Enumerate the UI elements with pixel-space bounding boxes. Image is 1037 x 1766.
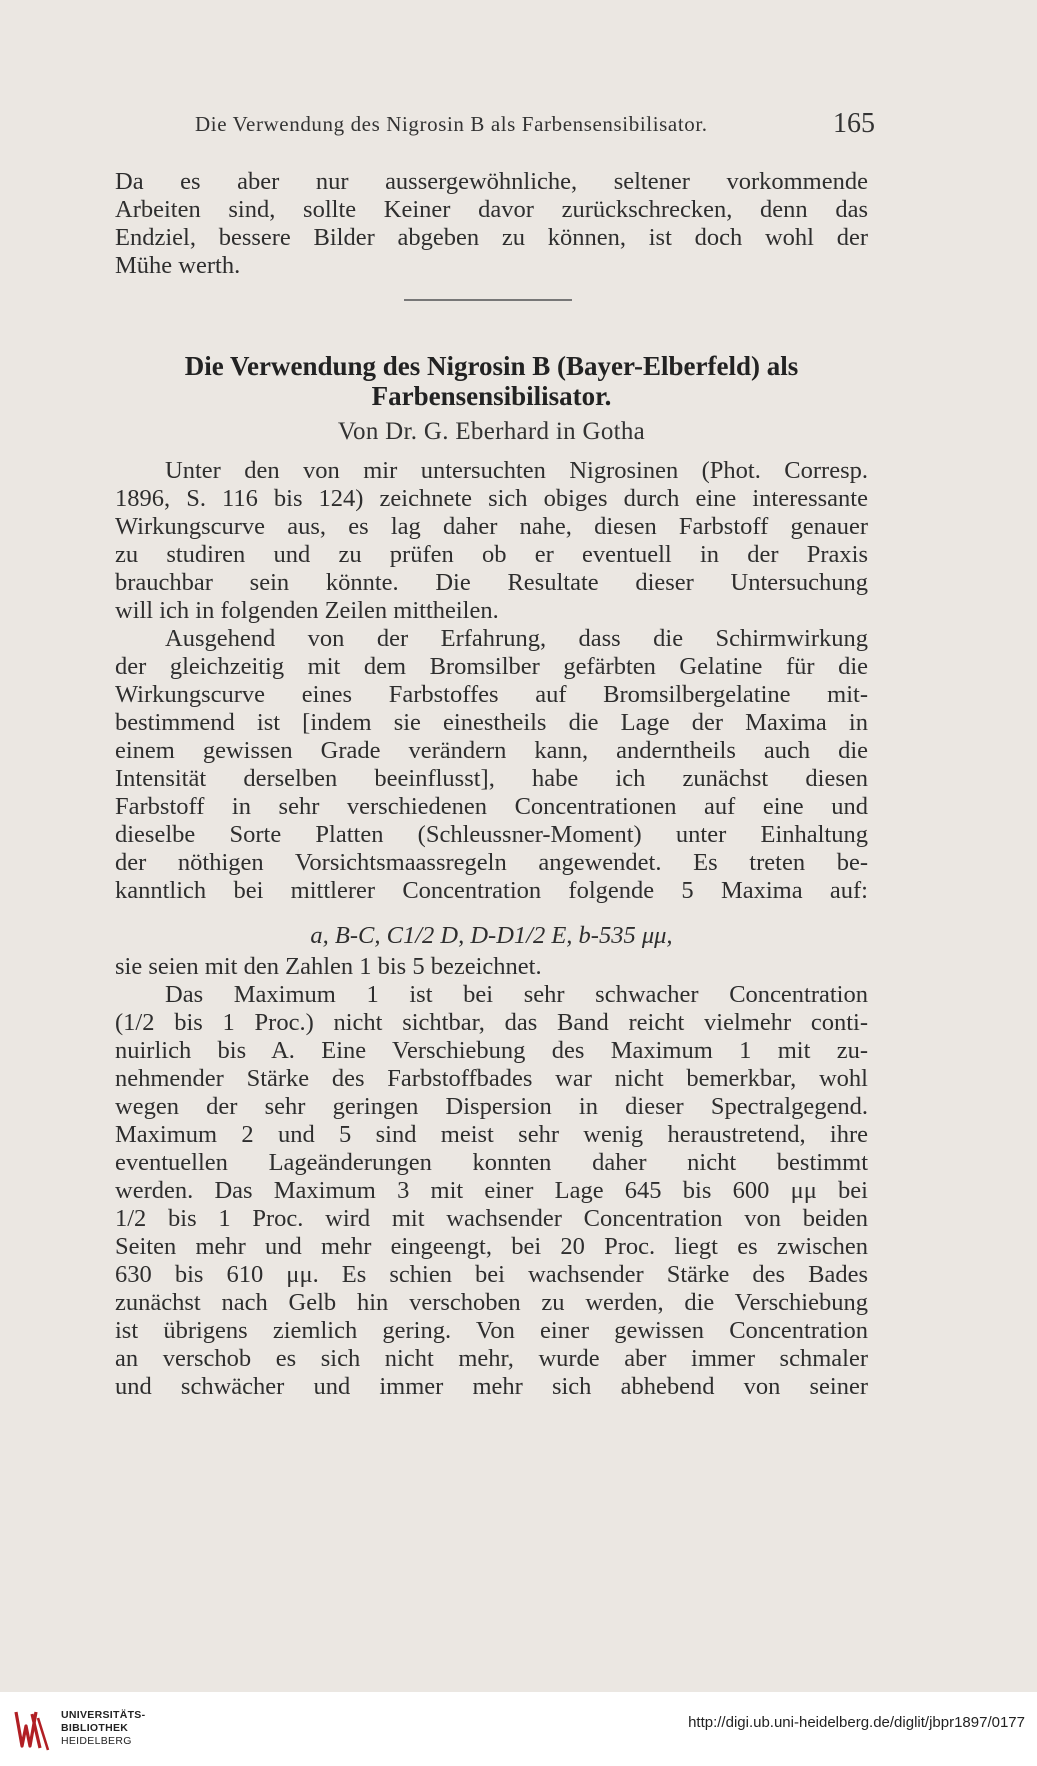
text-line: Unter den von mir untersuchten Nigrosinen (Phot. Corresp. [165, 457, 868, 484]
section-divider [404, 299, 572, 301]
maxima-formula: a, B-C, C1/2 D, D-D1/2 E, b-535 μμ, [310, 922, 673, 949]
text-line: Da es aber nur aussergewöhnliche, seltener vorkommende [115, 168, 868, 195]
digitization-footer [0, 1692, 1037, 1766]
text-line: brauchbar sein könnte. Die Resultate dieser Untersuchung [115, 569, 868, 596]
text-line: Seiten mehr und mehr eingeengt, bei 20 Proc. liegt es zwischen [115, 1233, 868, 1260]
text-line: (1/2 bis 1 Proc.) nicht sichtbar, das Band reicht vielmehr conti- [115, 1009, 868, 1036]
text-line: ist übrigens ziemlich gering. Von einer gewissen Concentration [115, 1317, 868, 1344]
text-line: Wirkungscurve aus, es lag daher nahe, diesen Farbstoff genauer [115, 513, 868, 540]
text-line: kanntlich bei mittlerer Concentration folgende 5 Maxima auf: [115, 877, 868, 904]
formula-caption [115, 953, 868, 981]
running-title: Die Verwendung des Nigrosin B als Farbensensibilisator. [195, 112, 708, 136]
text-line: will ich in folgenden Zeilen mittheilen. [115, 597, 499, 624]
text-line: eventuellen Lageänderungen konnten daher nicht bestimmt [115, 1149, 868, 1176]
body-text-part-1 [115, 457, 868, 905]
text-line: Farbstoff in sehr verschiedenen Concentrationen auf eine und [115, 793, 868, 820]
text-line: nuirlich bis A. Eine Verschiebung des Maximum 1 mit zu- [115, 1037, 868, 1064]
text-line: zunächst nach Gelb hin verschoben zu werden, die Verschiebung [115, 1289, 868, 1316]
library-name-line: BIBLIOTHEK [61, 1722, 129, 1734]
text-line: nehmender Stärke des Farbstoffbades war nicht bemerkbar, wohl [115, 1065, 868, 1092]
text-line: an verschob es sich nicht mehr, wurde aber immer schmaler [115, 1345, 868, 1372]
text-line: Mühe werth. [115, 252, 241, 279]
intro-paragraph [115, 168, 868, 280]
article-byline: Von Dr. G. Eberhard in Gotha [337, 418, 646, 445]
text-line: und schwächer und immer mehr sich abhebend von seiner [115, 1373, 868, 1400]
text-line: Arbeiten sind, sollte Keiner davor zurückschrecken, denn das [115, 196, 868, 223]
text-line: Maximum 2 und 5 sind meist sehr wenig heraustretend, ihre [115, 1121, 868, 1148]
body-text-part-2 [115, 981, 868, 1401]
text-line: dieselbe Sorte Platten (Schleussner-Moment) unter Einhaltung [115, 821, 868, 848]
page-number: 165 [833, 108, 875, 139]
text-line: Endziel, bessere Bilder abgeben zu können, ist doch wohl der [115, 224, 868, 251]
text-line: 1896, S. 116 bis 124) zeichnete sich obiges durch eine interessante [115, 485, 868, 512]
text-line: der gleichzeitig mit dem Bromsilber gefärbten Gelatine für die [115, 653, 868, 680]
library-name [61, 1709, 145, 1748]
article-title-line-1: Die Verwendung des Nigrosin B (Bayer-Elberfeld) als [184, 351, 799, 381]
text-line: der nöthigen Vorsichtsmaassregeln angewendet. Es treten be- [115, 849, 868, 876]
running-head [115, 108, 875, 142]
article-title-line-2: Farbensensibilisator. [371, 381, 612, 411]
text-line: Intensität derselben beeinflusst], habe ich zunächst diesen [115, 765, 868, 792]
text-line: bestimmend ist [indem sie einestheils die Lage der Maxima in [115, 709, 868, 736]
permalink-url[interactable]: http://digi.ub.uni-heidelberg.de/diglit/jbpr1897/0177 [688, 1714, 1025, 1731]
text-line: einem gewissen Grade verändern kann, anderntheils auch die [115, 737, 868, 764]
text-line: Das Maximum 1 ist bei sehr schwacher Concentration [165, 981, 868, 1008]
university-library-logo-icon [10, 1706, 54, 1754]
text-line: sie seien mit den Zahlen 1 bis 5 bezeichnet. [115, 953, 542, 980]
text-line: Wirkungscurve eines Farbstoffes auf Bromsilbergelatine mit- [115, 681, 868, 708]
text-line: Ausgehend von der Erfahrung, dass die Schirmwirkung [165, 625, 868, 652]
text-line: wegen der sehr geringen Dispersion in dieser Spectralgegend. [115, 1093, 868, 1120]
library-name-line: UNIVERSITÄTS- [61, 1709, 146, 1721]
text-line: 630 bis 610 μμ. Es schien bei wachsender Stärke des Bades [115, 1261, 868, 1288]
text-line: zu studiren und zu prüfen ob er eventuell in der Praxis [115, 541, 868, 568]
text-line: 1/2 bis 1 Proc. wird mit wachsender Concentration von beiden [115, 1205, 868, 1232]
library-name-line: HEIDELBERG [61, 1735, 132, 1747]
text-line: werden. Das Maximum 3 mit einer Lage 645 bis 600 μμ bei [115, 1177, 868, 1204]
